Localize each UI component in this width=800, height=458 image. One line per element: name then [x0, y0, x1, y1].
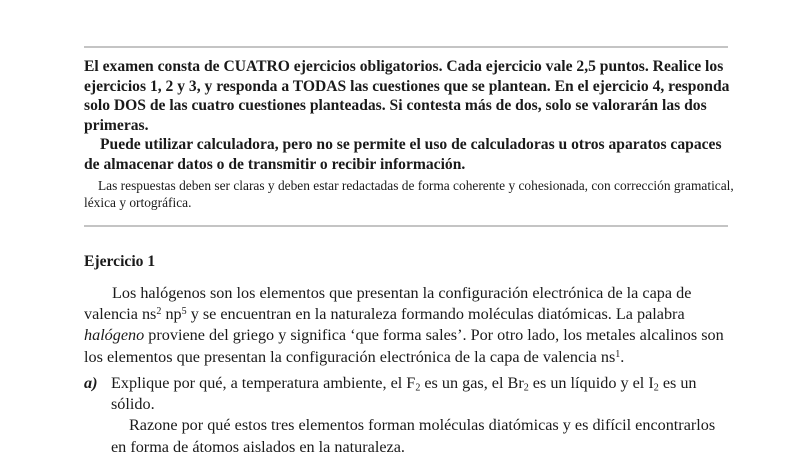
question-a-line-2: Razone por qué estos tres elementos forman moléculas diatómicas y es difícil encontrarlos en forma de átomos aislados en la naturaleza. [111, 416, 716, 456]
instructions-paragraph-1: El examen consta de CUATRO ejercicios obligatorios. Cada ejercicio vale 2,5 puntos. Realice los ejercicios 1, 2 y 3, y responda a TODAS las cuestiones que se plantean. En el ejercicio 4, responda solo DOS de las cuatro cuestiones planteadas. Si contesta más de dos, solo se valorarán las dos primeras. [84, 58, 730, 134]
exercise-intro [84, 283, 734, 368]
answer-style-note [84, 177, 734, 211]
top-divider [84, 46, 728, 48]
exercise-title: Ejercicio 1 [84, 253, 156, 270]
question-a [84, 373, 734, 458]
question-a-label: a) [84, 374, 98, 392]
question-a-line-1: Explique por qué, a temperatura ambiente, el $F_2$ es un gas, el $Br_2$ es un líquido y el $I_2$ es un sólido. [111, 374, 697, 414]
instructions-paragraph-2: Puede utilizar calculadora, pero no se permite el uso de calculadoras u otros aparatos capaces de almacenar datos o de transmitir o recibir información. [84, 136, 722, 173]
intro-paragraph: Los halógenos son los elementos que presentan la configuración electrónica de la capa de valencia $ns^2$ $np^5$ y se encuentran en la naturaleza formando moléculas diatómicas. La palabra halógeno proviene del griego y significa ‘que forma sales’. Por otro lado, los metales alcalinos son los elementos que presentan la configuración electrónica de la capa de valencia $ns^1$. [84, 284, 724, 366]
exam-instructions [84, 57, 734, 175]
bottom-divider [84, 225, 728, 227]
question-a-body [111, 373, 734, 458]
term-halogeno: halógeno [84, 326, 145, 345]
note-text: Las respuestas deben ser claras y deben estar redactadas de forma coherente y cohesionada, con corrección gramatical, léxica y ortográfica. [84, 178, 734, 210]
